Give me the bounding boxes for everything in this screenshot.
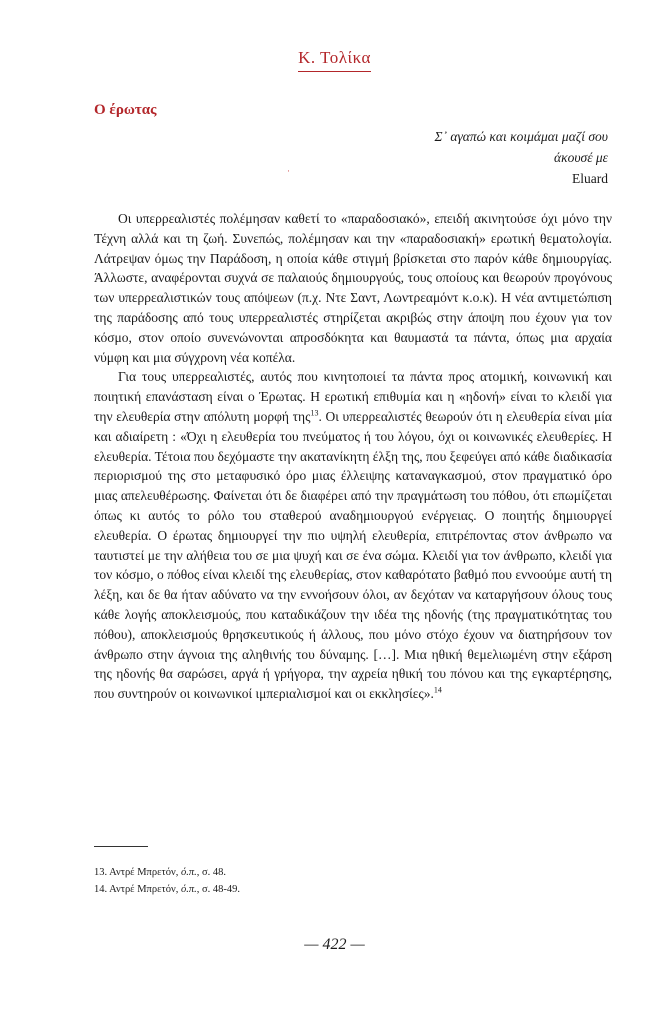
epigraph-line-2: άκουσέ με <box>554 150 608 165</box>
epigraph <box>434 126 608 189</box>
footnote-13-text: 13. Αντρέ Μπρετόν, <box>94 867 181 878</box>
section-title: Ο έρωτας <box>94 102 157 118</box>
footnote-14-page: , σ. 48-49. <box>196 884 241 895</box>
paragraph-2 <box>94 367 612 704</box>
page-number: — 422 — <box>304 936 365 953</box>
footnote-ref-13[interactable]: 13 <box>310 408 319 418</box>
footnote-divider <box>94 846 148 847</box>
body-text <box>94 209 612 704</box>
footnote-14-text: 14. Αντρέ Μπρετόν, <box>94 884 181 895</box>
footnote-13-page: , σ. 48. <box>196 867 227 878</box>
print-mark: · <box>287 166 290 176</box>
paragraph-2-part-b: . Οι υπερρεαλιστές θεωρούν ότι η ελευθερία είναι μία και αδιαίρετη : «Όχι η ελευθερία του πνεύματος ή του λόγου, όχι οι κοινωνικές ελευθερίες. Η ελευθερία. Τέτοια που δεχόμαστε την ακατανίκητη έλξη της, που ξεφεύγει από κάθε διαδικασία περιορισμού της στο μεταφυσικό όρο μιας έλλειψης καταναγκασμού, στον πραγματικό όρο μιας απελευθέρωσης. Φαίνεται ότι δε διαφέρει από την πραγμάτωση του πόθου, ότι επωμίζεται όπως κι αυτός το ρόλο του σταθερού αναδημιουργού ενέργειας. Ο ποιητής δημιουργεί ελευθερία. Ο έρωτας δημιουργεί την πιο υψηλή ελευθερία, επιτρέποντας στον άνθρωπο να ταυτιστεί με την αλήθεια του σε μια ψυχή και σε ένα σώμα. Κλειδί για τον άνθρωπο, κλειδί για τον κόσμο, ο πόθος είναι κλειδί της ελευθερίας, στον καθαρότατο βαθμό που εννοούμε αυτή τη λέξη, και δε θα ήταν αδύνατο να την εννοήσουν όλοι, αν δεχόταν να καταργήσουν όλους τους κάθε λογής αποκλεισμούς, που καταδικάζουν την ιδέα της ηδονής (της πραγματικότητας του πόθου), αποκλεισμούς θρησκευτικούς ή άλλους, που μόνο στόχο έχουν να διατηρήσουν τον άνθρωπο στην άγνοια της αληθινής του δύναμης. […]. Μια ηθική θεμελιωμένη στην εξάρση της ηδονής θα σαρώσει, αργά ή γρήγορα, την αχρεία ηθική του πόνου και της εγκαρτέρησης, που συντηρούν οι κοινωνικοί ιμπεριαλισμοί και οι εκκλησίες». <box>94 408 613 702</box>
footnotes <box>94 864 240 898</box>
epigraph-line-1: Σ᾽ αγαπώ και κοιμάμαι μαζί σου <box>434 129 608 144</box>
paragraph-1: Οι υπερρεαλιστές πολέμησαν καθετί το «παραδοσιακό», επειδή ακινητούσε όχι μόνο την Τέχνη αλλά και τη ζωή. Συνεπώς, πολέμησαν και την «παραδοσιακή» ερωτική θεματολογία. Λάτρεψαν όμως την Παράδοση, η οποία κάθε στιγμή βρίσκεται στο παρόν κάθε δημιουργίας. Άλλωστε, αναφέρονται συχνά σε παλαιούς δημιουργούς, τους οποίους και θεωρούν προγόνους των υπερρεαλιστικών τους απόψεων (π.χ. Ντε Σαντ, Λωντρεαμόντ κ.ο.κ). Η νέα αντιμετώπιση της παράδοσης από τους υπερρεαλιστές στηρίζεται ακριβώς στην άποψη που έχουν για τον κόσμο, στον οποίο συνενώνονται απροσδόκητα και θαυμαστά τα πάντα, όπως μια αρχαία νύμφη και μια σύγχρονη νέα κοπέλα. <box>94 211 612 365</box>
footnote-14-op-cit: ό.π. <box>180 884 197 895</box>
footnote-13 <box>94 864 240 881</box>
header-author: Κ. Τολίκα <box>298 48 371 72</box>
epigraph-attribution: Eluard <box>572 171 608 186</box>
footnote-14 <box>94 881 240 898</box>
footnote-13-op-cit: ό.π. <box>180 867 197 878</box>
footnote-ref-14[interactable]: 14 <box>433 685 442 695</box>
paragraph-2-part-a: Για τους υπερρεαλιστές, αυτός που κινητοποιεί τα πάντα προς ατομική, κοινωνική και ποιητική επανάσταση είναι ο Έρωτας. Η ερωτική επιθυμία και η «ηδονή» είναι το κλειδί για την ελευθερία στην απόλυτη μορφή της <box>94 369 612 424</box>
running-header <box>0 48 669 72</box>
